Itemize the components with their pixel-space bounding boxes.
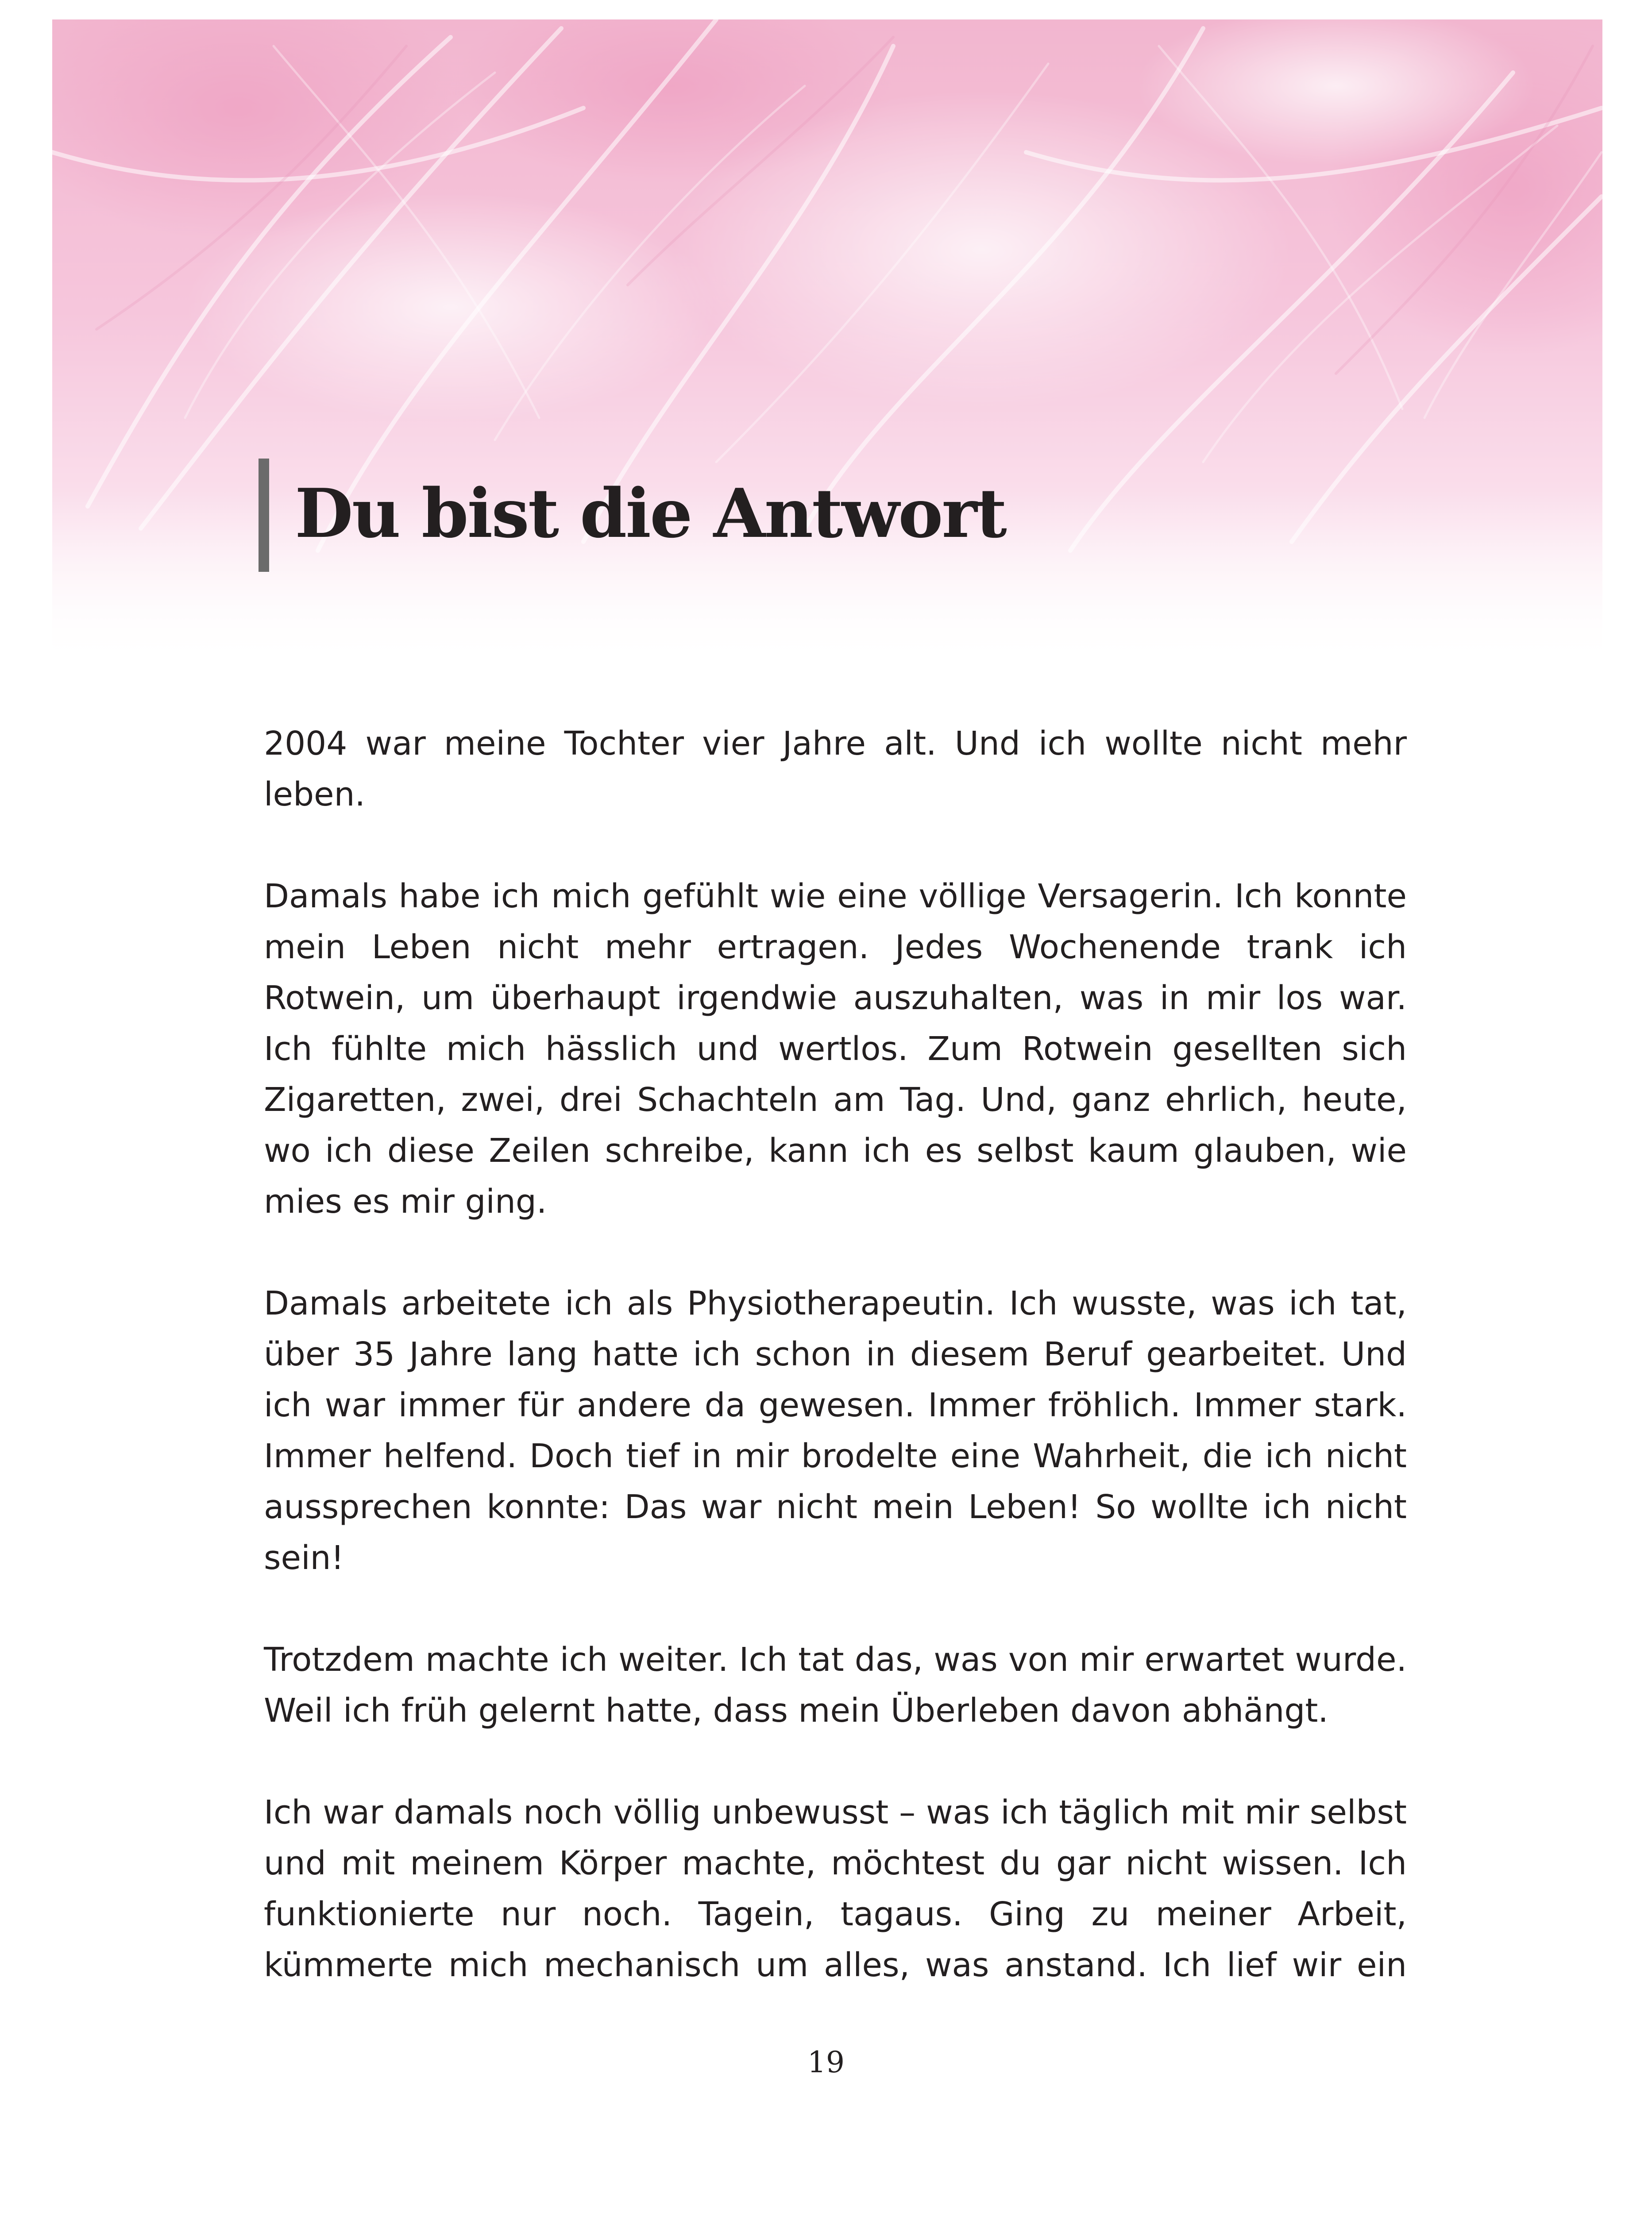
paragraph: Trotzdem machte ich weiter. Ich tat das, was von mir erwartet wurde. Weil ich früh gelernt hatte, dass mein Überleben davon abhängt.	[264, 1641, 1407, 1730]
paragraph: Damals arbeitete ich als Physiotherapeutin. Ich wusste, was ich tat, über 35 Jahre lang hatte ich schon in diesem Beruf gearbeitet. Und ich war immer für andere da gewesen. Immer fröhlich. Immer stark. Immer helfend. Doch tief in mir brodelte eine Wahrheit, die ich nicht aussprechen konnte: Das war nicht mein Leben! So wollte ich nicht sein!	[264, 1284, 1407, 1577]
paragraph: 2004 war meine Tochter vier Jahre alt. Und ich wollte nicht mehr leben.	[264, 725, 1407, 813]
paragraph: Damals habe ich mich gefühlt wie eine völlige Versagerin. Ich konnte mein Leben nicht mehr ertragen. Jedes Wochenende trank ich Rotwein, um überhaupt irgendwie auszuhalten, was in mir los war. Ich fühlte mich hässlich und wertlos. Zum Rotwein gesellten sich Zigaretten, zwei, drei Schachteln am Tag. Und, ganz ehrlich, heute, wo ich diese Zeilen schreibe, kann ich es selbst kaum glauben, wie mies es mir ging.	[264, 877, 1407, 1221]
body-text	[264, 718, 1407, 1991]
title-accent-bar	[259, 459, 269, 572]
page-number: 19	[807, 2045, 845, 2079]
chapter-title: Du bist die Antwort	[295, 474, 1006, 553]
paragraph: Ich war damals noch völlig unbewusst – was ich täglich mit mir selbst und mit meinem Körper machte, möchtest du gar nicht wissen. Ich funktionierte nur noch. Tagein, tagaus. Ging zu meiner Arbeit, kümmerte mich mechanisch um alles, was anstand. Ich lief wir ein	[264, 1793, 1407, 1984]
pink-feather-header-image	[52, 19, 1602, 666]
